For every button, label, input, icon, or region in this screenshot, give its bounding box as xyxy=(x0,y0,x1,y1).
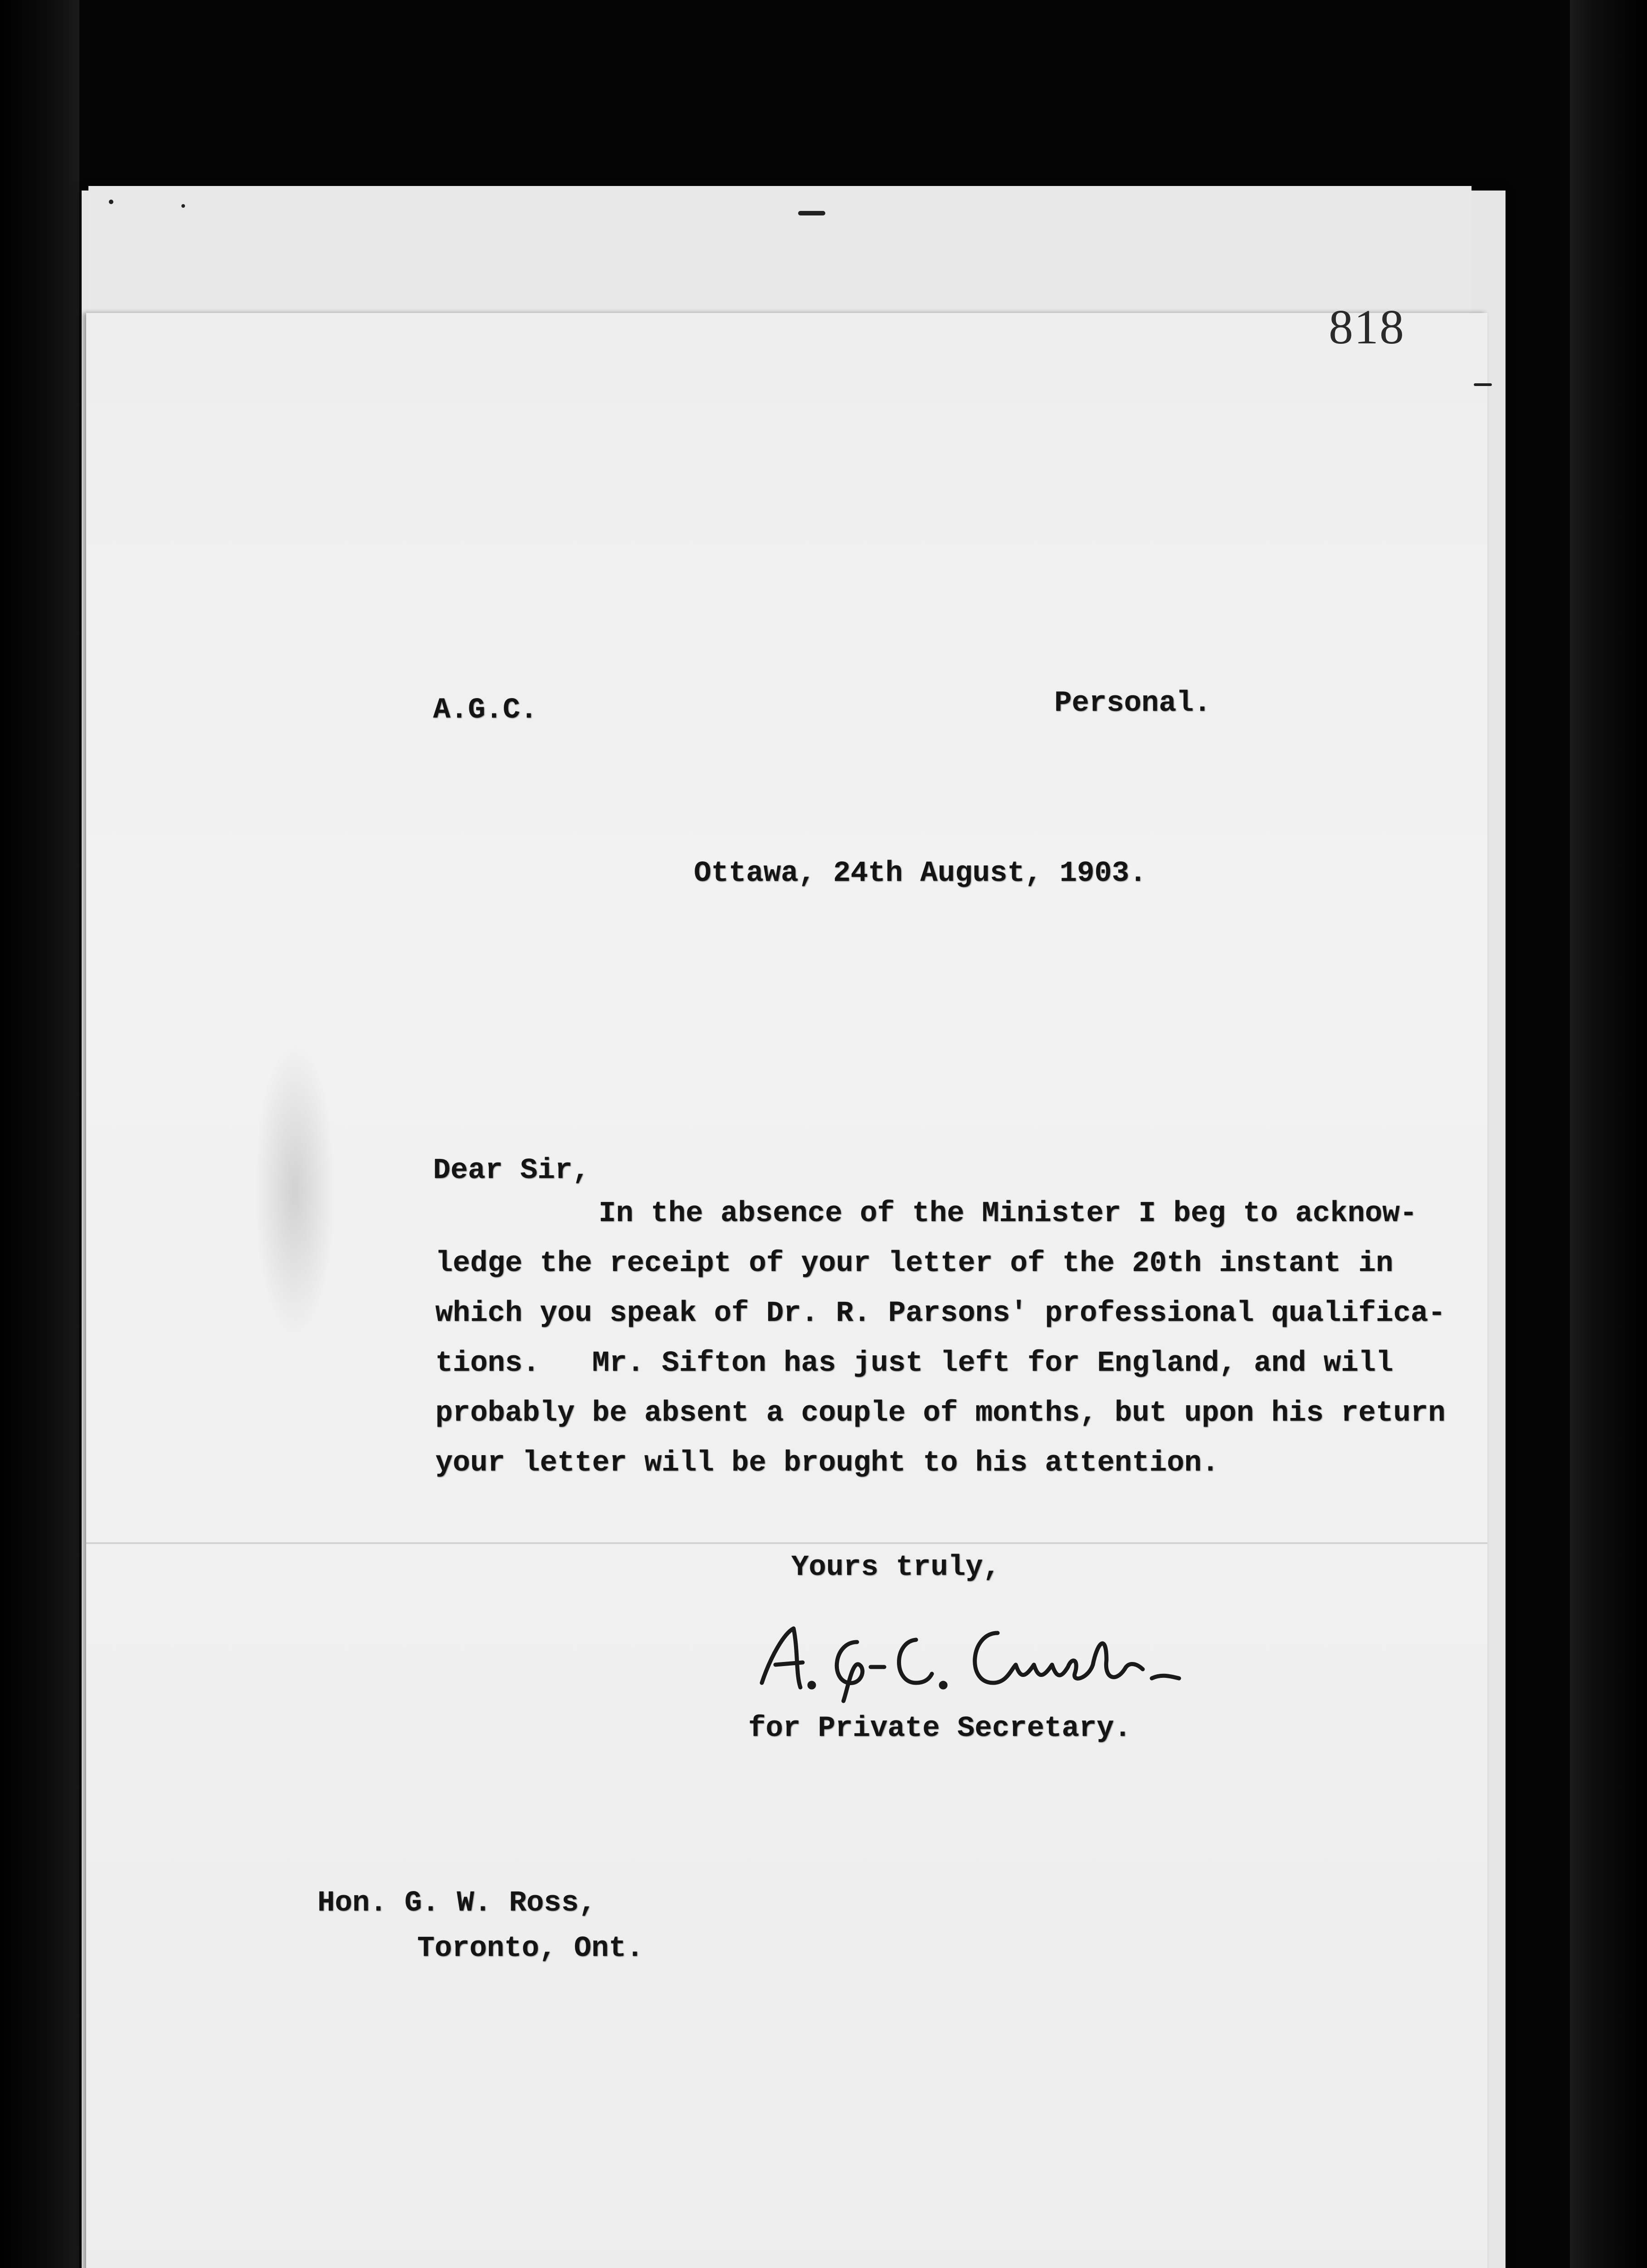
closing: Yours truly, xyxy=(791,1551,1000,1584)
dust-speck xyxy=(109,200,113,204)
fold-line xyxy=(86,1542,1487,1544)
smudge-mark xyxy=(254,1043,336,1338)
body-line: ledge the receipt of your letter of the 20th instant in xyxy=(435,1247,1394,1280)
signature-title: for Private Secretary. xyxy=(748,1712,1131,1745)
body-line: tions. Mr. Sifton has just left for England, and will xyxy=(435,1347,1394,1380)
film-edge-left xyxy=(0,0,79,2268)
dust-speck xyxy=(798,211,825,215)
film-edge-right xyxy=(1570,0,1647,2268)
dateline: Ottawa, 24th August, 1903. xyxy=(694,857,1147,890)
addressee-name: Hon. G. W. Ross, xyxy=(317,1887,596,1920)
dust-speck xyxy=(1474,383,1492,386)
body-line: your letter will be brought to his attention. xyxy=(435,1447,1219,1480)
handwritten-signature xyxy=(744,1615,1197,1706)
dust-speck xyxy=(181,204,185,208)
body-line: In the absence of the Minister I beg to acknow- xyxy=(599,1198,1418,1230)
body-line: probably be absent a couple of months, but upon his return xyxy=(435,1397,1446,1430)
page-number: 818 xyxy=(1329,300,1405,354)
file-reference: A.G.C. xyxy=(433,694,538,727)
body-line: which you speak of Dr. R. Parsons' professional qualifica- xyxy=(435,1297,1446,1330)
salutation: Dear Sir, xyxy=(433,1154,590,1187)
addressee-city: Toronto, Ont. xyxy=(417,1932,644,1965)
personal-marking: Personal. xyxy=(1054,687,1211,720)
